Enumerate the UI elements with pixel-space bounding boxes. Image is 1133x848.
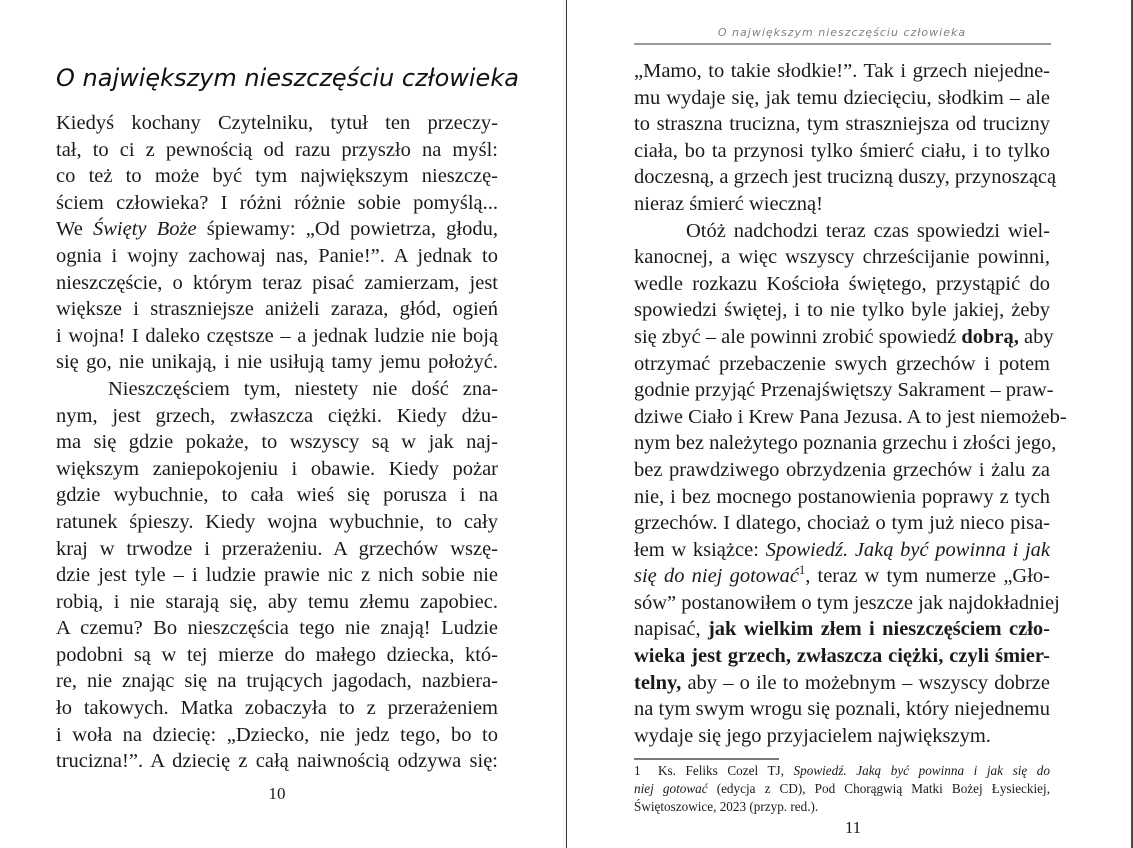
text-line	[56, 509, 498, 536]
text-line	[634, 563, 1050, 590]
line-text: nieszczęście, o którym teraz pisać zamierzam, jest	[56, 271, 498, 294]
text-line	[634, 297, 1050, 324]
line-text: trucizna!”. A dziecię z całą naiwnością odzywa się:	[56, 750, 498, 773]
line-text: godnie przyjąć Przenajświętszy Sakrament – praw-	[634, 379, 1054, 402]
text-line	[634, 138, 1050, 165]
line-text: ściem człowieka? I różni różnie sobie pomyślą...	[56, 191, 498, 214]
text-line	[56, 668, 498, 695]
text-line	[56, 296, 498, 323]
italic-title: się do niej gotować	[634, 565, 800, 588]
footnote-number: 1	[634, 763, 641, 778]
text-line	[56, 163, 498, 190]
footnote-reference[interactable]: 1	[799, 563, 806, 578]
line-text: śpiewamy: „Od powietrza, głodu,	[196, 218, 498, 241]
text-line	[56, 589, 498, 616]
text-line	[634, 244, 1050, 271]
line-text: co też to może być tym największym nieszczę-	[56, 165, 498, 188]
italic-title: Spowiedź. Jaką być powinna i jak się do	[793, 763, 1050, 778]
text-line	[634, 218, 1050, 245]
text-line	[634, 484, 1050, 511]
text-line	[634, 271, 1050, 298]
line-text: bez prawdziwego obrzydzenia grzechów i żalu za	[634, 458, 1050, 481]
chapter-title: O największym nieszczęściu człowieka	[56, 64, 519, 92]
text-line	[634, 696, 1050, 723]
line-text: większe i straszniejsze aniżeli zaraza, głód, ogień	[56, 298, 498, 321]
line-text: Kiedyś kochany Czytelniku, tytuł ten przeczy-	[56, 112, 498, 134]
left-page	[0, 0, 566, 848]
line-text: Ks. Feliks Cozel TJ,	[658, 763, 794, 778]
line-text: , teraz w tym numerze „Gło-	[805, 565, 1050, 588]
line-text: A czemu? Bo nieszczęścia tego nie znają! Ludzie	[56, 617, 498, 640]
text-line	[634, 723, 1050, 750]
line-text: nym bez należytego poznania grzechu i złości jego,	[634, 432, 1057, 455]
bold-emphasis: wieka jest grzech, zwłaszcza ciężki, czyli śmier-	[634, 645, 1050, 668]
text-line	[56, 562, 498, 589]
line-text: napisać,	[634, 618, 708, 641]
text-line	[56, 615, 498, 642]
bold-emphasis: telny,	[634, 671, 682, 694]
text-line	[634, 164, 1057, 191]
page-number-right: 11	[844, 818, 862, 837]
line-text: spowiedzi świętej, i to nie tylko byle jakiej, żeby	[634, 299, 1050, 322]
italic-title: niej gotować	[634, 781, 708, 796]
text-line	[634, 85, 1050, 112]
text-line	[56, 456, 498, 483]
footnote	[634, 762, 1050, 816]
footnote-rule	[634, 758, 779, 760]
line-text: otrzymać przebaczenie swych grzechów i potem	[634, 352, 1050, 375]
right-page-body	[634, 58, 1067, 749]
text-line	[634, 430, 1057, 457]
text-line	[634, 191, 1050, 218]
bold-emphasis: jak wielkim złem i nieszczęściem czło-	[707, 618, 1050, 641]
text-line	[56, 536, 498, 563]
text-line	[56, 642, 498, 669]
text-line	[634, 590, 1060, 617]
text-line	[634, 762, 1050, 780]
line-text: ma się gdzie pokaże, to wszyscy są w jak naj-	[56, 431, 498, 454]
text-line	[56, 695, 498, 722]
line-text: łem w książce:	[634, 538, 766, 561]
text-line	[56, 429, 498, 456]
text-line	[634, 58, 1050, 85]
page-number-left: 10	[268, 784, 286, 803]
line-text: sów” postanowiłem o tym jeszcze jak najdokładniej	[634, 591, 1060, 614]
line-text: Otóż nadchodzi teraz czas spowiedzi wiel-	[686, 219, 1050, 242]
line-text: gdzie wybuchnie, to cała wieś się porusza i na	[56, 484, 498, 507]
text-line	[56, 137, 498, 164]
line-text: grzechów. I dlatego, chociaż o tym już nieco pisa-	[634, 512, 1050, 535]
line-text: doczesną, a grzech jest trucizną duszy, przynoszącą	[634, 166, 1057, 189]
line-text: Nieszczęściem tym, niestety nie dość zna-	[108, 377, 498, 400]
text-line	[634, 780, 1050, 798]
line-text: to straszna trucizna, tym straszniejsza od trucizny	[634, 113, 1050, 136]
text-line	[56, 216, 498, 243]
line-text: mu wydaje się, jak temu dziecięciu, słodkim – ale	[634, 86, 1050, 109]
line-text: podobni są w tej mierze do małego dziecka, któ-	[56, 643, 498, 666]
text-line	[56, 349, 498, 376]
line-text: ratunek śpieszy. Kiedy wojna wybuchnie, to cały	[56, 510, 498, 533]
text-line	[634, 377, 1054, 404]
line-text: wedle rozkazu Kościoła świętego, przystąpić do	[634, 272, 1050, 295]
line-text: wydaje się jego przyjacielem największym.	[634, 724, 991, 747]
line-text: Świętoszowice, 2023 (przyp. red.).	[634, 799, 819, 814]
line-text: aby – o ile to możebnym – wszyscy dobrze	[681, 671, 1050, 694]
line-text: się go, nie unikają, i nie usiłują tamy jemu położyć.	[56, 351, 498, 374]
left-page-body	[56, 110, 498, 775]
line-text: i woła na dziecię: „Dziecko, nie jedz tego, bo to	[56, 723, 498, 746]
text-line	[634, 404, 1067, 431]
text-line	[56, 376, 498, 403]
line-text: kanocnej, a więc wszyscy chrześcijanie powinni,	[634, 246, 1050, 269]
text-line	[56, 403, 498, 430]
line-text: (edycja z CD), Pod Chorągwią Matki Bożej Łysieckiej,	[707, 781, 1050, 796]
text-line	[634, 798, 1050, 816]
text-line	[56, 748, 498, 775]
line-text: robią, i nie starają się, aby temu złemu zapobiec.	[56, 590, 498, 613]
line-text: aby	[1018, 325, 1054, 348]
line-text: tał, to ci z pewnością od razu przyszło na myśl:	[56, 138, 498, 161]
text-line	[634, 351, 1050, 378]
text-line	[56, 110, 498, 137]
text-line	[634, 510, 1050, 537]
text-line	[634, 670, 1050, 697]
italic-title: Spowiedź. Jaką być powinna i jak	[765, 538, 1051, 561]
text-line	[634, 616, 1050, 643]
text-line	[634, 457, 1050, 484]
line-text: i wojna! I daleko częstsze – a jednak ludzie nie boją	[56, 324, 498, 347]
line-text: ciała, bo ta przynosi tylko śmierć ciału, i to tylko	[634, 139, 1050, 162]
line-text: dzie jest tyle – i ludzie prawie nic z nich sobie nie	[56, 564, 498, 587]
line-text: się zbyć – ale powinni zrobić spowiedź	[634, 325, 962, 348]
text-line	[634, 324, 1054, 351]
text-line	[56, 722, 498, 749]
line-text: nieraz śmierć wieczną!	[634, 192, 823, 215]
line-text: ło takowych. Matka zobaczyła to z przerażeniem	[56, 697, 498, 720]
text-line	[634, 111, 1050, 138]
line-text: re, nie znając się na trujących jagodach, nazbiera-	[56, 670, 498, 693]
running-header: O największym nieszczęściu człowieka	[717, 26, 967, 39]
italic-title: Święty Boże	[93, 218, 197, 241]
text-line	[634, 537, 1050, 564]
line-text: ognia i wojny zachowaj nas, Panie!”. A jednak to	[56, 244, 498, 267]
text-line	[56, 190, 498, 217]
line-text: większym zaniepokojeniu i obawie. Kiedy pożar	[56, 457, 498, 480]
line-text: We	[56, 218, 93, 241]
line-text: „Mamo, to takie słodkie!”. Tak i grzech niejedne-	[634, 60, 1050, 82]
line-text: kraj w trwodze i przerażeniu. A grzechów wszę-	[56, 537, 498, 560]
text-line	[634, 643, 1050, 670]
text-line	[56, 270, 498, 297]
line-text: nym, jest grzech, zwłaszcza ciężki. Kiedy dżu-	[56, 404, 498, 427]
text-line	[56, 482, 498, 509]
line-text: dziwe Ciało i Krew Pana Jezusa. A to jest niemożeb-	[634, 405, 1067, 428]
text-line	[56, 243, 498, 270]
line-text: na tym swym wrogu się poznali, który niejednemu	[634, 698, 1050, 721]
line-text: nie, i bez mocnego postanowienia poprawy z tych	[634, 485, 1050, 508]
header-rule	[634, 43, 1051, 45]
text-line	[56, 323, 498, 350]
bold-emphasis: dobrą,	[961, 325, 1019, 348]
